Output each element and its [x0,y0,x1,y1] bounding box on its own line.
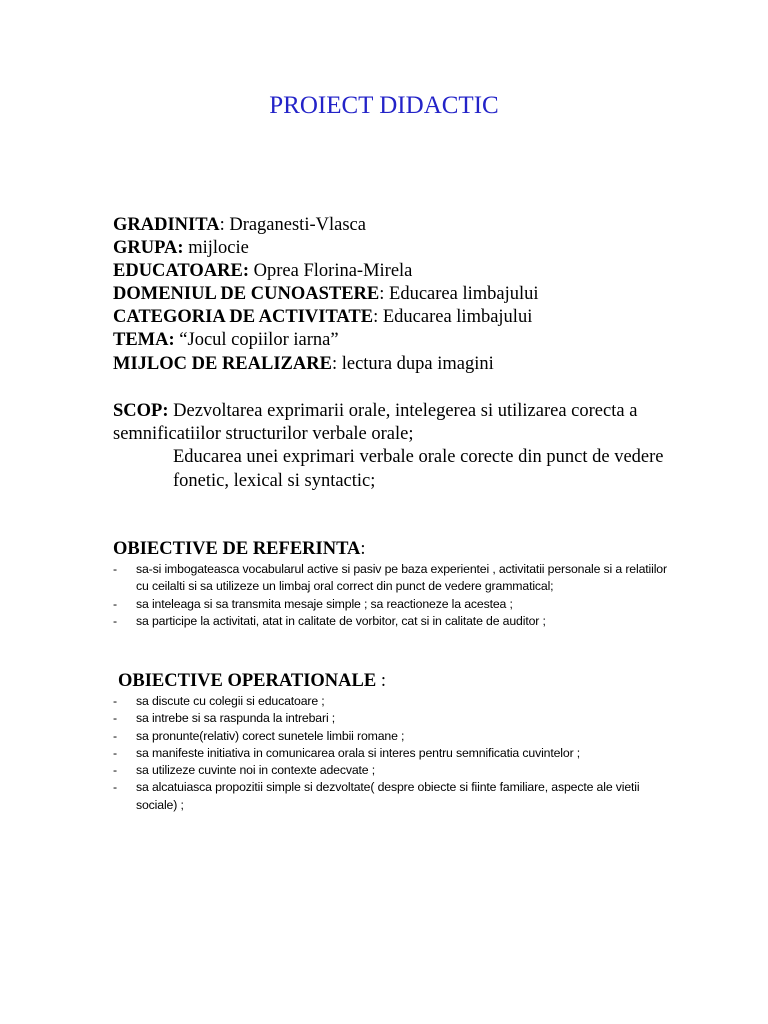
list-item [113,779,673,814]
info-domeniul [113,283,733,306]
info-label: GRADINITA [113,215,220,235]
list-item [113,710,673,727]
info-block [113,214,733,376]
page-title: PROIECT DIDACTIC [269,92,499,119]
info-label: MIJLOC DE REALIZARE [113,353,332,374]
scope-block [113,400,673,493]
dash-bullet-icon: - [113,613,117,628]
list-item-text: sa manifeste initiativa in comunicarea orala si interes pentru semnificatia cuvintelor ; [136,745,581,760]
dash-bullet-icon: - [113,711,117,726]
list-item [113,728,673,745]
referinta-heading-label: OBIECTIVE DE REFERINTA [113,539,361,559]
info-label: DOMENIUL DE CUNOASTERE [113,284,380,305]
operationale-heading [118,670,386,693]
info-value: mijlocie [183,238,249,259]
info-educatoare [113,260,733,283]
info-value: : Educarea limbajului [379,284,539,305]
list-item-text: sa inteleaga si sa transmita mesaje simple ; sa reactioneze la acestea ; [136,596,513,611]
list-item [113,561,673,596]
info-value: Oprea Florina-Mirela [249,261,413,282]
list-item [113,745,673,762]
list-item [113,613,673,630]
dash-bullet-icon: - [113,694,117,708]
list-item [113,596,673,613]
scope-paragraph-2: Educarea unei exprimari verbale orale corecte din punct de vedere fonetic, lexical si syntactic; [173,447,664,491]
info-tema [113,329,733,352]
dash-bullet-icon: - [113,596,117,611]
list-item [113,762,673,779]
referinta-heading [113,538,366,561]
list-item-text: sa-si imbogateasca vocabularul active si pasiv pe baza experientei , activitatii personale si a relatiilor cu ceilalti si sa utilizeze un limbaj oral correct din punct de vedere grammatical; [136,562,667,594]
scope-label: SCOP: [113,401,169,421]
list-item [113,693,673,710]
list-item-text: sa alcatuiasca propozitii simple si dezvoltate( despre obiecte si fiinte familiare, aspecte ale vietii sociale) ; [136,780,640,812]
dash-bullet-icon: - [113,562,117,576]
dash-bullet-icon: - [113,745,117,760]
info-value: : lectura dupa imagini [331,353,494,374]
list-item-text: sa discute cu colegii si educatoare ; [136,694,325,708]
info-value: : Draganesti-Vlasca [219,215,366,235]
list-item-text: sa participe la activitati, atat in calitate de vorbitor, cat si in calitate de auditor ; [136,613,546,628]
dash-bullet-icon: - [113,728,117,743]
info-gradinita [113,214,733,237]
info-label: GRUPA: [113,238,184,259]
list-item-text: sa intrebe si sa raspunda la intrebari ; [136,711,336,726]
info-label: CATEGORIA DE ACTIVITATE [113,307,374,328]
list-item-text: sa utilizeze cuvinte noi in contexte adecvate ; [136,763,376,778]
info-label: TEMA: [113,330,175,351]
dash-bullet-icon: - [113,763,117,778]
list-item-text: sa pronunte(relativ) corect sunetele limbii romane ; [136,728,405,743]
info-categoria [113,306,733,329]
operationale-heading-suffix: : [376,671,386,691]
scope-text-1: Dezvoltarea exprimarii orale, intelegerea si utilizarea corecta a semnificatiilor structurilor verbale orale; [113,401,638,445]
info-value: “Jocul copiilor iarna” [174,330,339,351]
dash-bullet-icon: - [113,780,117,795]
info-value: : Educarea limbajului [373,307,533,328]
operationale-heading-label: OBIECTIVE OPERATIONALE [118,671,377,691]
info-mijloc [113,353,733,376]
info-label: EDUCATOARE: [113,261,250,282]
referinta-heading-suffix: : [360,539,366,559]
info-grupa [113,237,733,260]
scope-paragraph-1 [113,400,673,446]
operationale-list [113,693,673,814]
referinta-list [113,561,673,630]
